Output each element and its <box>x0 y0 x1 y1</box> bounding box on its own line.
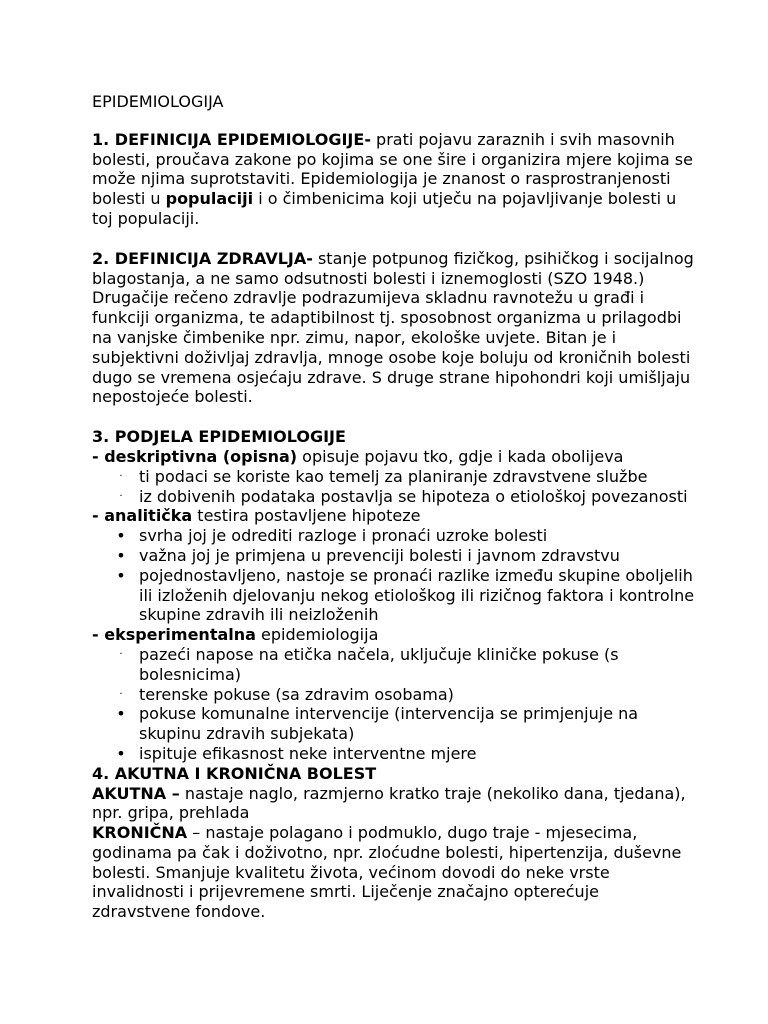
section-1-heading: 1. DEFINICIJA EPIDEMIOLOGIJE- <box>92 129 371 149</box>
bullet-icon: · <box>119 470 123 482</box>
acute-paragraph: AKUTNA – nastaje naglo, razmjerno kratko traje (nekoliko dana, tjedana), npr. gripa, prehlada <box>92 783 686 823</box>
bullet-icon: · <box>119 688 123 700</box>
list-item: • svrha joj je odrediti razloge i pronaći uzroke bolesti <box>92 526 696 546</box>
section-2-paragraph: 2. DEFINICIJA ZDRAVLJA- stanje potpunog fizičkog, psihičkog i socijalnog <box>92 248 694 268</box>
document-title: EPIDEMIOLOGIJA <box>92 92 224 111</box>
bullet-icon: • <box>116 526 126 546</box>
list-item: • pojednostavljeno, nastoje se pronaći razlike između skupine oboljelih ili izloženih djelovanju nekog etiološkog ili rizičnog faktora i kontrolne skupine zdravih ili neizloženih <box>92 566 696 625</box>
bullet-icon: · <box>119 648 123 660</box>
section-2-body: blagostanja, a ne samo odsutnosti bolesti i iznemoglosti (SZO 1948.) Drugačije rečeno zdravlje podrazumijeva skladnu ravnotežu u građi i funkciji organizma, te adaptibilnost tj. sposobnost organizma u prilagodbi na vanjske čimbenike npr. zimu, napor, ekološke uvjete. Bitan je i subjektivni doživljaj zdravlja, mnoge osobe koje boluju od kroničnih bolesti dugo se vremena osjećaju zdrave. S druge strane hipohondri koji umišljaju nepostojeće bolesti. <box>92 268 691 407</box>
bullet-icon: • <box>116 704 126 724</box>
section-1-paragraph: 1. DEFINICIJA EPIDEMIOLOGIJE- prati pojavu zaraznih i svih masovnih bolesti, proučava zakone po kojima se one šire i organizira mjere kojima se može njima suprotstaviti. Epidemiologija je znanost o rasprostranjenosti bolesti u populaciji i o čimbenicima koji utječu na pojavljivanje bolesti u toj populaciji. <box>92 129 693 228</box>
descriptive-list <box>92 467 696 507</box>
section-4-heading: 4. AKUTNA I KRONIČNA BOLEST <box>92 763 377 783</box>
populaciji-bold: populaciji <box>165 189 254 209</box>
chronic-paragraph: KRONIČNA – nastaje polagano i podmuklo, dugo traje - mjesecima, godinama pa čak i doživotno, npr. zloćudne bolesti, hipertenzija, duševne bolesti. Smanjuje kvalitetu života, većinom dovodi do neke vrste invalidnosti i prijevremene smrti. Liječenje značajno opterećuje zdravstvene fondove. <box>92 823 682 922</box>
experimental-list <box>92 645 696 764</box>
list-item: · terenske pokuse (sa zdravim osobama) <box>92 685 696 705</box>
list-item: • ispituje efikasnost neke interventne mjere <box>92 744 696 764</box>
descriptive-line: - deskriptivna (opisna) opisuje pojavu tko, gdje i kada obolijeva <box>92 446 624 466</box>
bullet-icon: · <box>119 490 123 502</box>
analytic-list <box>92 526 696 625</box>
list-item: • pokuse komunalne intervencije (intervencija se primjenjuje na skupinu zdravih subjekata) <box>92 704 696 744</box>
bullet-icon: • <box>116 545 126 565</box>
bullet-icon: • <box>116 743 126 763</box>
section-3-heading: 3. PODJELA EPIDEMIOLOGIJE <box>92 427 346 447</box>
experimental-line: - eksperimentalna epidemiologija <box>92 625 379 645</box>
list-item: · iz dobivenih podataka postavlja se hipoteza o etiološkoj povezanosti <box>92 487 696 507</box>
section-2-heading: 2. DEFINICIJA ZDRAVLJA- <box>92 248 313 268</box>
analytic-line: - analitička testira postavljene hipoteze <box>92 506 421 526</box>
list-item: · ti podaci se koriste kao temelj za planiranje zdravstvene službe <box>92 467 696 487</box>
list-item: • važna joj je primjena u prevenciji bolesti i javnom zdravstvu <box>92 546 696 566</box>
list-item: · pazeći napose na etička načela, uključuje kliničke pokuse (s bolesnicima) <box>92 645 696 685</box>
bullet-icon: • <box>116 565 126 585</box>
